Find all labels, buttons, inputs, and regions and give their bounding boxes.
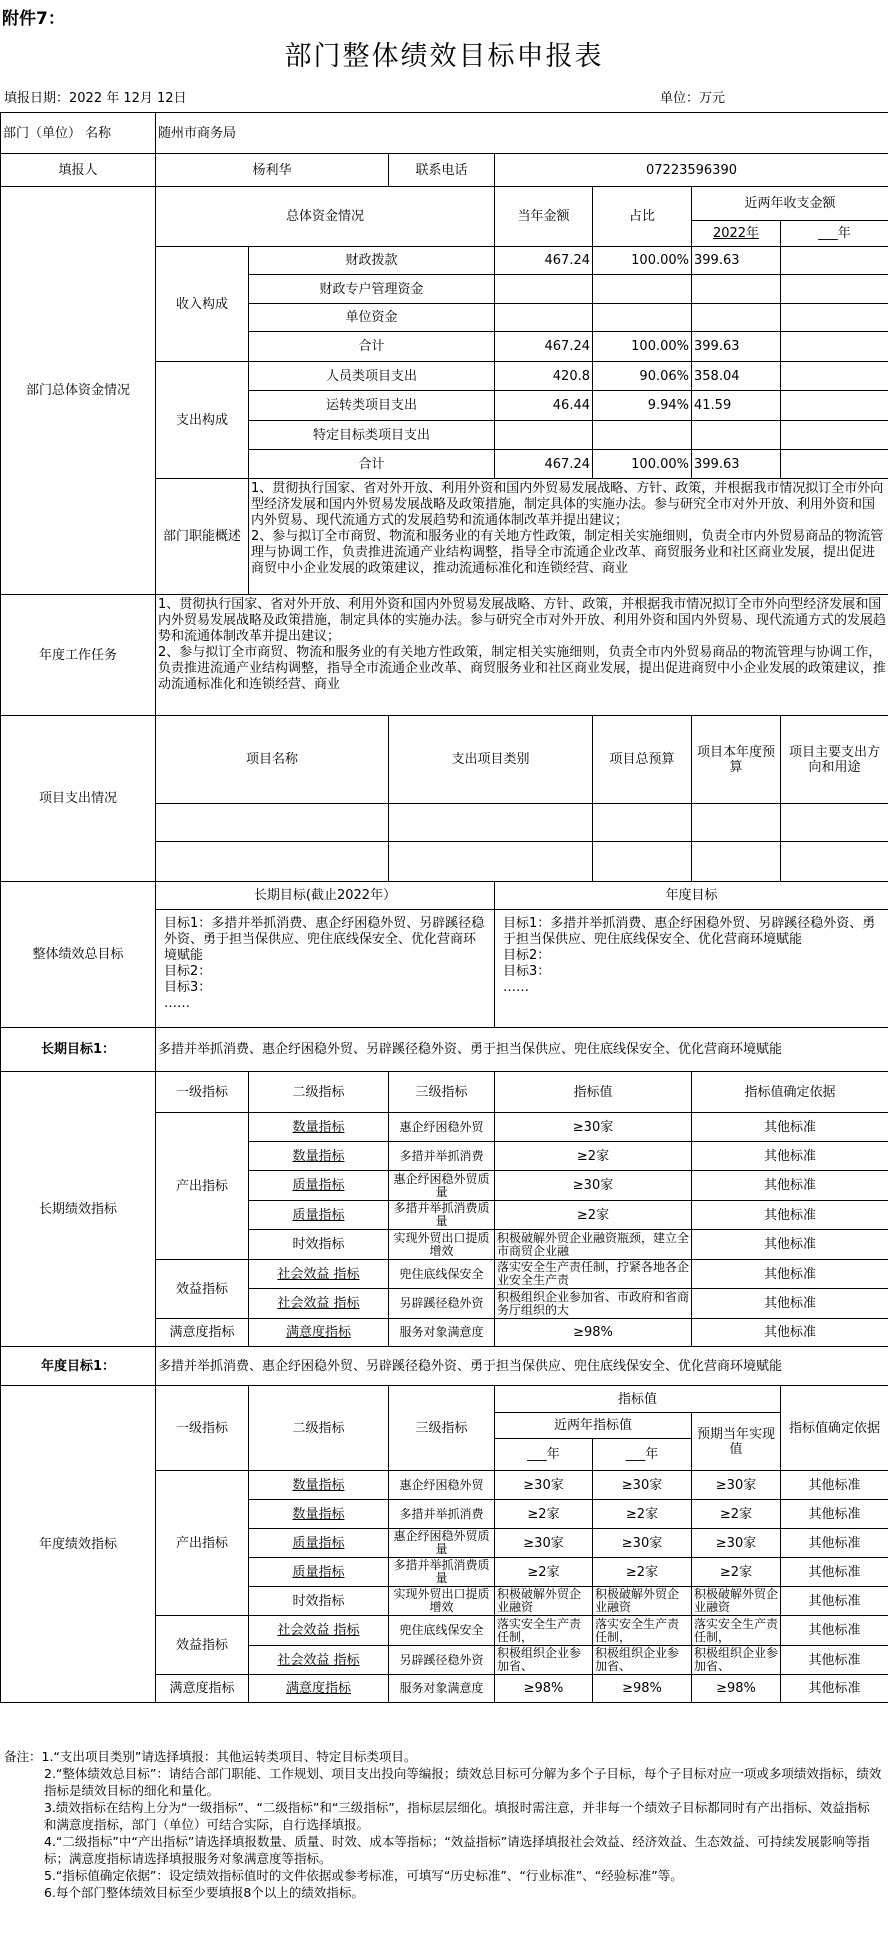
value-a: 落实安全生产责任制， — [495, 1616, 593, 1646]
project-annual-header: 项目本年度预算 — [692, 716, 781, 804]
year-goal-2: 目标2： — [503, 948, 551, 963]
value-expected: 落实安全生产责任制， — [692, 1616, 781, 1646]
fund-ratio: 100.00% — [593, 247, 692, 275]
year-goal-1: 目标1：多措并举抓消费、惠企纾困稳外贸、另辟蹊径稳外资、勇于担当保供应、兜住底线保安全、优化营商环境赋能 — [503, 916, 876, 947]
ratio-header: 占比 — [593, 187, 692, 247]
value-expected: 积极组织企业参加省、 — [692, 1646, 781, 1675]
fund-y2 — [781, 450, 888, 479]
value: 积极破解外贸企业融资瓶颈，建立全市商贸企业融 — [495, 1230, 692, 1260]
fund-y1: 41.59 — [692, 391, 781, 421]
satisfaction-indicator: 满意度指标 — [156, 1319, 249, 1347]
year-indicators-label: 年度绩效指标 — [1, 1386, 156, 1703]
form-title: 部门整体绩效目标申报表 — [284, 41, 604, 72]
basis: 其他标准 — [781, 1675, 888, 1703]
value: 积极组织企业参加省、市政府和省商务厅组织的大 — [495, 1289, 692, 1319]
notes — [4, 1748, 882, 1901]
value-b: ≥2家 — [593, 1558, 692, 1587]
fund-y1 — [692, 421, 781, 450]
project-label: 项目支出情况 — [1, 716, 156, 882]
value-a: ≥30家 — [495, 1471, 593, 1500]
l2-header: 二级指标 — [249, 1072, 389, 1113]
y-recent-header: 近两年指标值 — [495, 1413, 692, 1439]
value-expected: ≥98% — [692, 1675, 781, 1703]
l3: 惠企纾困稳外贸 — [389, 1471, 495, 1500]
basis: 其他标准 — [692, 1260, 888, 1289]
note-6: 6.每个部门整体绩效目标至少要填报8个以上的绩效指标。 — [44, 1885, 364, 1900]
note-5: 5.“指标值确定依据”：设定绩效指标值时的文件依据或参考标准，可填写“历史标准”、“行业标准”、“经验标准”等。 — [44, 1868, 683, 1883]
fund-y1 — [692, 304, 781, 332]
year-goal-more: …… — [503, 980, 529, 995]
value: 落实安全生产责任制，拧紧各地各企业安全生产责 — [495, 1260, 692, 1289]
current-amount-header: 当年金额 — [495, 187, 593, 247]
task-text: 1、贯彻执行国家、省对外开放、利用外资和国内外贸易发展战略、方针、政策，并根据我市情况拟订全市外向型经济发展和国内外贸易发展战略及政策措施，制定具体的实施办法。参与研究全市对外开放、利用外资和国内外贸易、现代流通方式的发展趋势和流通体制改革并提出建议； 2、参与拟订全市商贸、物流和服务业的有关地方性政策，制定相关实施细则，负责全市内外贸易商品的物流管理与协调工作，负责推进流通产业结构调整，指导全市流通企业改革、商贸服务业和社区商业发展，提出促进商贸中小企业发展的政策建议，推动流通标准化和连锁经营、商业 — [158, 597, 886, 692]
basis: 其他标准 — [781, 1529, 888, 1558]
basis: 其他标准 — [692, 1171, 888, 1201]
fund-y2 — [781, 421, 888, 450]
value: ≥98% — [495, 1319, 692, 1347]
fund-cur — [495, 421, 593, 450]
y-basis-header: 指标值确定依据 — [781, 1386, 888, 1471]
long-indicators-label: 长期绩效指标 — [1, 1072, 156, 1347]
funds-section-label: 部门总体资金情况 — [1, 187, 156, 595]
value: ≥2家 — [495, 1201, 692, 1230]
l2: 质量指标 — [249, 1201, 389, 1230]
l3: 另辟蹊径稳外资 — [389, 1289, 495, 1319]
fund-cur: 467.24 — [495, 247, 593, 275]
note-1: 备注：1.“支出项目类别”请选择填报：其他运转类项目、特定目标类项目。 — [4, 1749, 417, 1764]
value-expected: 积极破解外贸企业融资 — [692, 1587, 781, 1616]
fund-ratio: 90.06% — [593, 362, 692, 391]
project-name-header: 项目名称 — [156, 716, 389, 804]
perf-goal-label: 整体绩效总目标 — [1, 882, 156, 1028]
basis: 其他标准 — [781, 1646, 888, 1675]
l2: 数量指标 — [249, 1142, 389, 1171]
y-l3-header: 三级指标 — [389, 1386, 495, 1471]
project-total-header: 项目总预算 — [593, 716, 692, 804]
long-goal-more: …… — [164, 996, 190, 1011]
currency-unit: 单位：万元 — [660, 91, 726, 106]
l3: 兜住底线保安全 — [389, 1616, 495, 1646]
year2-header: ___年 — [781, 221, 888, 247]
l2: 社会效益 指标 — [249, 1289, 389, 1319]
fund-item: 人员类项目支出 — [249, 362, 495, 391]
fund-item: 合计 — [249, 450, 495, 479]
basis: 其他标准 — [692, 1289, 888, 1319]
fund-item: 单位资金 — [249, 304, 495, 332]
l2: 时效指标 — [249, 1587, 389, 1616]
l3: 服务对象满意度 — [389, 1675, 495, 1703]
fund-cur — [495, 304, 593, 332]
l1-header: 一级指标 — [156, 1072, 249, 1113]
y-satisfaction-indicator: 满意度指标 — [156, 1675, 249, 1703]
l3-header: 三级指标 — [389, 1072, 495, 1113]
fund-y2 — [781, 247, 888, 275]
overall-funds-header: 总体资金情况 — [156, 187, 495, 247]
value-a: ≥2家 — [495, 1500, 593, 1529]
l2: 社会效益 指标 — [249, 1646, 389, 1675]
fund-ratio: 100.00% — [593, 332, 692, 362]
value-a: ≥98% — [495, 1675, 593, 1703]
l3: 兜住底线保安全 — [389, 1260, 495, 1289]
dept-name-value: 随州市商务局 — [156, 113, 888, 154]
value: ≥30家 — [495, 1113, 692, 1142]
fund-ratio: 9.94% — [593, 391, 692, 421]
income-label: 收入构成 — [156, 247, 249, 362]
basis: 其他标准 — [692, 1113, 888, 1142]
y-l2-header: 二级指标 — [249, 1386, 389, 1471]
dept-name-label: 部门（单位） 名称 — [1, 113, 156, 154]
fund-cur: 467.24 — [495, 450, 593, 479]
l3: 多措并举抓消费质量 — [389, 1201, 495, 1230]
phone-label: 联系电话 — [389, 154, 495, 187]
value-a: 积极组织企业参加省、 — [495, 1646, 593, 1675]
l3: 多措并举抓消费 — [389, 1142, 495, 1171]
long-goal1-label: 长期目标1： — [1, 1028, 156, 1072]
long-goal-header: 长期目标(截止2022年） — [156, 882, 495, 910]
long-goal-2: 目标2： — [164, 964, 212, 979]
fund-y1: 399.63 — [692, 332, 781, 362]
fund-item: 运转类项目支出 — [249, 391, 495, 421]
basis: 其他标准 — [781, 1500, 888, 1529]
l3: 多措并举抓消费质量 — [389, 1558, 495, 1587]
value-expected: ≥30家 — [692, 1529, 781, 1558]
l3: 多措并举抓消费 — [389, 1500, 495, 1529]
fund-cur: 46.44 — [495, 391, 593, 421]
fund-ratio — [593, 304, 692, 332]
value-a: ≥2家 — [495, 1558, 593, 1587]
l2: 满意度指标 — [249, 1319, 389, 1347]
value-a: 积极破解外贸企业融资 — [495, 1587, 593, 1616]
l2: 数量指标 — [249, 1471, 389, 1500]
y-year-b: ___年 — [593, 1439, 692, 1471]
l2: 数量指标 — [249, 1500, 389, 1529]
fund-item: 财政拨款 — [249, 247, 495, 275]
fund-y2 — [781, 275, 888, 304]
basis: 其他标准 — [692, 1230, 888, 1260]
filler-name: 杨利华 — [156, 154, 389, 187]
l2: 满意度指标 — [249, 1675, 389, 1703]
value-expected: ≥2家 — [692, 1558, 781, 1587]
value: ≥30家 — [495, 1171, 692, 1201]
phone-value: 07223596390 — [495, 154, 888, 187]
effect-indicator: 效益指标 — [156, 1260, 249, 1319]
fund-y1: 399.63 — [692, 247, 781, 275]
year1-header: 2022年 — [692, 221, 781, 247]
l3: 惠企纾困稳外贸 — [389, 1113, 495, 1142]
fund-ratio — [593, 275, 692, 304]
l2: 质量指标 — [249, 1558, 389, 1587]
value: ≥2家 — [495, 1142, 692, 1171]
long-goal-1: 目标1：多措并举抓消费、惠企纾困稳外贸、另辟蹊径稳外资、勇于担当保供应、兜住底线保安全、优化营商环境赋能 — [164, 916, 485, 963]
basis: 其他标准 — [692, 1142, 888, 1171]
l2: 质量指标 — [249, 1529, 389, 1558]
value-expected: ≥30家 — [692, 1471, 781, 1500]
filler-label: 填报人 — [1, 154, 156, 187]
fund-ratio: 100.00% — [593, 450, 692, 479]
l3: 实现外贸出口提质增效 — [389, 1230, 495, 1260]
year-goal1-text: 多措并举抓消费、惠企纾困稳外贸、另辟蹊径稳外资、勇于担当保供应、兜住底线保安全、优化营商环境赋能 — [156, 1347, 888, 1386]
fund-y1: 358.04 — [692, 362, 781, 391]
performance-form-table — [0, 112, 888, 1703]
y-year-a: ___年 — [495, 1439, 593, 1471]
fund-cur — [495, 275, 593, 304]
fund-cur: 467.24 — [495, 332, 593, 362]
value-b: ≥30家 — [593, 1471, 692, 1500]
fund-y2 — [781, 391, 888, 421]
recent-years-header: 近两年收支金额 — [692, 187, 888, 221]
fund-y1: 399.63 — [692, 450, 781, 479]
year-goal-header: 年度目标 — [495, 882, 888, 910]
fill-date: 填报日期：2022 年 12月 12日 — [4, 91, 187, 106]
fund-ratio — [593, 421, 692, 450]
duty-label: 部门职能概述 — [156, 479, 249, 595]
value-b: ≥2家 — [593, 1500, 692, 1529]
fund-y2 — [781, 362, 888, 391]
expense-label: 支出构成 — [156, 362, 249, 479]
basis: 其他标准 — [692, 1201, 888, 1230]
fund-item: 特定目标类项目支出 — [249, 421, 495, 450]
value-header: 指标值 — [495, 1072, 692, 1113]
duty-text: 1、贯彻执行国家、省对外开放、利用外资和国内外贸易发展战略、方针、政策，并根据我市情况拟订全市外向型经济发展和国内外贸易发展战略及政策措施，制定具体的实施办法。参与研究全市对外开放、利用外资和国内外贸易、现代流通方式的发展趋势和流通体制改革并提出建议； 2、参与拟订全市商贸、物流和服务业的有关地方性政策，制定相关实施细则，负责全市内外贸易商品的物流管理与协调工作，负责推进流通产业结构调整，指导全市流通企业改革、商贸服务业和社区商业发展，提出促进商贸中小企业发展的政策建议，推动流通标准化和连锁经营、商业 — [251, 481, 884, 576]
y-l1-header: 一级指标 — [156, 1386, 249, 1471]
value-b: 积极组织企业参加省、 — [593, 1646, 692, 1675]
note-2: 2.“整体绩效总目标”：请结合部门职能、工作规划、项目支出投向等编报；绩效总目标可分解为多个子目标，每个子目标对应一项或多项绩效指标，绩效指标是绩效目标的细化和量化。 — [44, 1766, 882, 1798]
long-goal1-text: 多措并举抓消费、惠企纾困稳外贸、另辟蹊径稳外资、勇于担当保供应、兜住底线保安全、优化营商环境赋能 — [156, 1028, 888, 1072]
y-expected-header: 预期当年实现值 — [692, 1413, 781, 1471]
l2: 社会效益 指标 — [249, 1260, 389, 1289]
l3: 另辟蹊径稳外资 — [389, 1646, 495, 1675]
fund-item: 合计 — [249, 332, 495, 362]
year-goal-3: 目标3： — [503, 964, 551, 979]
attachment-label: 附件7： — [2, 9, 65, 29]
l3: 惠企纾困稳外贸质量 — [389, 1529, 495, 1558]
basis: 其他标准 — [781, 1616, 888, 1646]
fund-y1 — [692, 275, 781, 304]
y-output-indicator: 产出指标 — [156, 1471, 249, 1616]
value-expected: ≥2家 — [692, 1500, 781, 1529]
basis: 其他标准 — [781, 1558, 888, 1587]
value-a: ≥30家 — [495, 1529, 593, 1558]
y-value-header: 指标值 — [495, 1386, 781, 1413]
basis: 其他标准 — [781, 1471, 888, 1500]
year-goal1-label: 年度目标1： — [1, 1347, 156, 1386]
basis: 其他标准 — [692, 1319, 888, 1347]
basis: 其他标准 — [781, 1587, 888, 1616]
basis-header: 指标值确定依据 — [692, 1072, 888, 1113]
l2: 社会效益 指标 — [249, 1616, 389, 1646]
l3: 惠企纾困稳外贸质量 — [389, 1171, 495, 1201]
l3: 实现外贸出口提质增效 — [389, 1587, 495, 1616]
l2: 数量指标 — [249, 1113, 389, 1142]
note-3: 3.绩效指标在结构上分为“一级指标”、“二级指标”和“三级指标”，指标层层细化。填报时需注意，并非每一个绩效子目标都同时有产出指标、效益指标和满意度指标，部门（单位）可结合实际，自行选择填报。 — [44, 1800, 870, 1832]
output-indicator: 产出指标 — [156, 1113, 249, 1260]
value-b: 落实安全生产责任制， — [593, 1616, 692, 1646]
value-b: 积极破解外贸企业融资 — [593, 1587, 692, 1616]
fund-y2 — [781, 304, 888, 332]
l3: 服务对象满意度 — [389, 1319, 495, 1347]
value-b: ≥98% — [593, 1675, 692, 1703]
fund-cur: 420.8 — [495, 362, 593, 391]
task-label: 年度工作任务 — [1, 595, 156, 716]
note-4: 4.“二级指标”中“产出指标”请选择填报数量、质量、时效、成本等指标；“效益指标”请选择填报社会效益、经济效益、生态效益、可持续发展影响等指标；满意度指标请选择填报服务对象满意度等指标。 — [44, 1834, 870, 1866]
l2: 质量指标 — [249, 1171, 389, 1201]
long-goal-3: 目标3： — [164, 980, 212, 995]
y-effect-indicator: 效益指标 — [156, 1616, 249, 1675]
fund-item: 财政专户管理资金 — [249, 275, 495, 304]
fund-y2 — [781, 332, 888, 362]
project-use-header: 项目主要支出方向和用途 — [781, 716, 888, 804]
value-b: ≥30家 — [593, 1529, 692, 1558]
project-type-header: 支出项目类别 — [389, 716, 593, 804]
l2: 时效指标 — [249, 1230, 389, 1260]
